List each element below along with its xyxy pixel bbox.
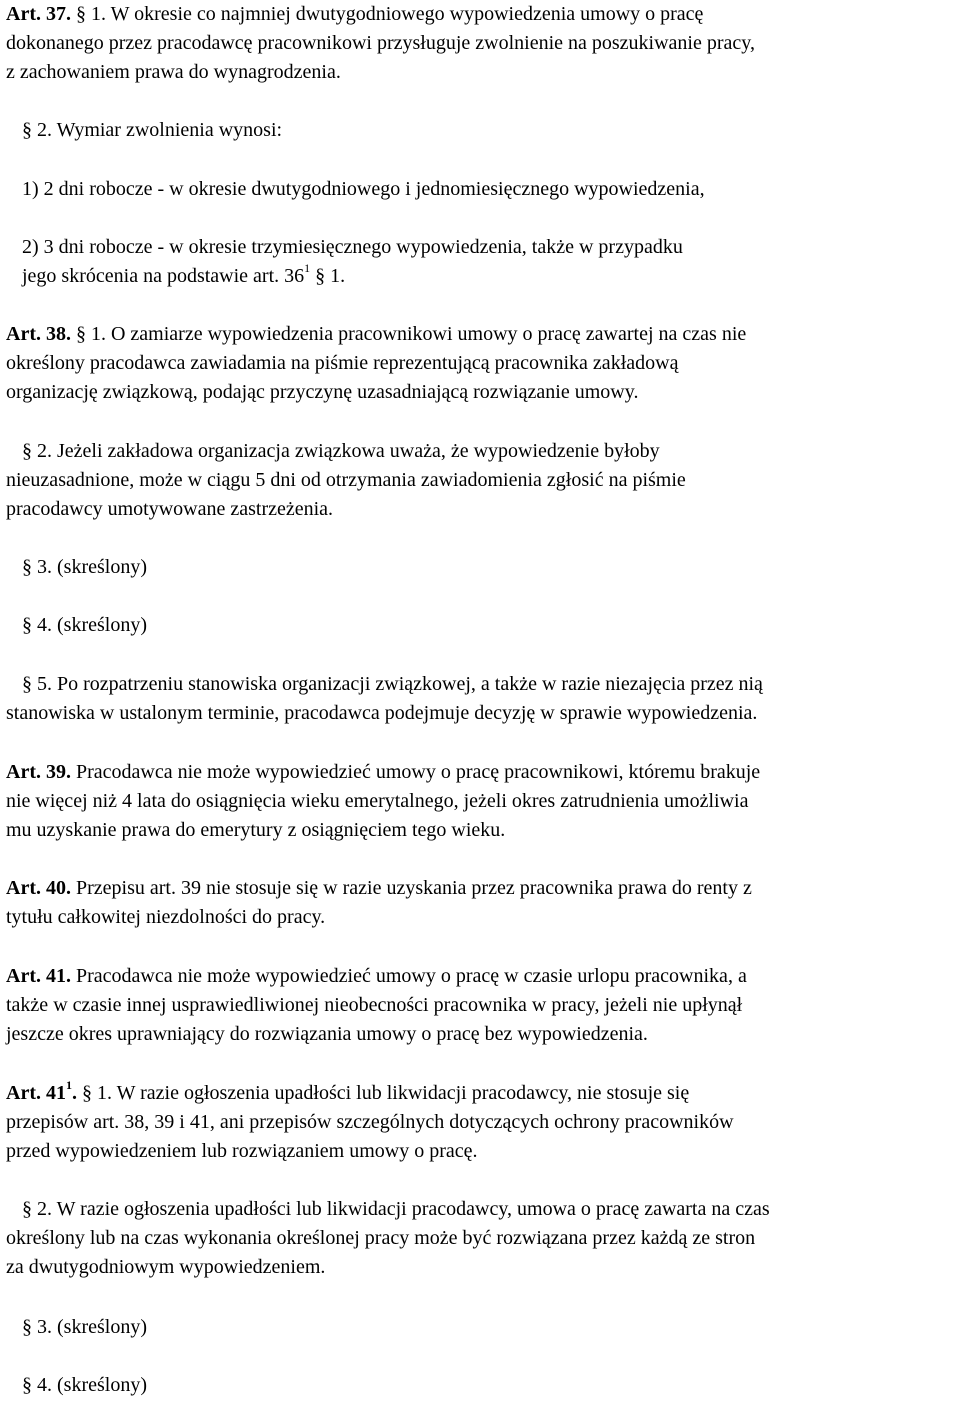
art38-line-1 xyxy=(6,320,956,349)
art38-heading: Art. 38. xyxy=(6,323,71,345)
art41-line-1 xyxy=(6,962,956,991)
art41-1-paragraph-4: § 4. (skreślony) xyxy=(22,1374,147,1396)
art41-line-2: także w czasie innej usprawiedliwionej nieobecności pracownika w pracy, jeżeli nie upłynął xyxy=(6,994,743,1016)
art39-line-2: nie więcej niż 4 lata do osiągnięcia wieku emerytalnego, jeżeli okres zatrudnienia umożliwia xyxy=(6,790,749,812)
art38-p2-line-2: nieuzasadnione, może w ciągu 5 dni od otrzymania zawiadomienia zgłosić na piśmie xyxy=(6,469,686,491)
art38-p5-line-1 xyxy=(6,670,956,699)
art38-paragraph-5 xyxy=(6,670,956,728)
art37-p1-text: W okresie co najmniej dwutygodniowego wypowiedzenia umowy o pracę xyxy=(110,3,704,25)
art38-p1-text: O zamiarze wypowiedzenia pracownikowi umowy o pracę zawartej na czas nie xyxy=(110,323,747,345)
art39-heading: Art. 39. xyxy=(6,761,71,783)
art37-item-1: 1) 2 dni robocze - w okresie dwutygodniowego i jednomiesięcznego wypowiedzenia, xyxy=(22,178,705,200)
art38-line-2: określony pracodawca zawiadamia na piśmie reprezentującą pracownika zakładową xyxy=(6,352,679,374)
art37-item-2-text: jego skrócenia na podstawie art. 36 xyxy=(22,265,305,287)
art41-1-heading-text: Art. 41 xyxy=(6,1082,66,1104)
art38-line-3: organizację związkową, podając przyczynę uzasadniającą rozwiązanie umowy. xyxy=(6,381,639,403)
art41-text: Pracodawca nie może wypowiedzieć umowy o pracę w czasie urlopu pracownika, a xyxy=(75,965,747,987)
art41-1-p2-line-2: określony lub na czas wykonania określonej pracy może być rozwiązana przez każdą ze stron xyxy=(6,1227,756,1249)
art38-p1-number: § 1. xyxy=(75,323,106,345)
art37-line-1 xyxy=(6,0,956,29)
art40 xyxy=(6,874,956,932)
art41-1-paragraph-1 xyxy=(6,1079,956,1166)
art37-p2-number: § 2. xyxy=(22,119,52,141)
art38-p5-number: § 5. xyxy=(22,673,52,695)
art41-1-heading xyxy=(6,1078,77,1104)
art39-line-3: mu uzyskanie prawa do emerytury z osiągnięciem tego wieku. xyxy=(6,819,506,841)
art40-heading: Art. 40. xyxy=(6,877,71,899)
art41-1-paragraph-2 xyxy=(6,1195,956,1282)
art41-heading: Art. 41. xyxy=(6,965,71,987)
art41-line-3: jeszcze okres uprawniający do rozwiązania umowy o pracę bez wypowiedzenia. xyxy=(6,1023,648,1045)
art37-heading: Art. 37. xyxy=(6,3,71,25)
art38-p2-line-1 xyxy=(6,437,956,466)
art38-p2-line-3: pracodawcy umotywowane zastrzeżenia. xyxy=(6,498,334,520)
art37-line-2: dokonanego przez pracodawcę pracownikowi przysługuje zwolnienie na poszukiwanie pracy, xyxy=(6,32,755,54)
art37-item-2-line-1: 2) 3 dni robocze - w okresie trzymiesięcznego wypowiedzenia, także w przypadku xyxy=(22,236,683,258)
art41-1-line-3: przed wypowiedzeniem lub rozwiązaniem umowy o pracę. xyxy=(6,1140,478,1162)
art37-item-2 xyxy=(22,233,960,291)
art41-1-paragraph-3: § 3. (skreślony) xyxy=(22,1316,147,1338)
art39-text: Pracodawca nie może wypowiedzieć umowy o pracę pracownikowi, któremu brakuje xyxy=(75,761,761,783)
art37-paragraph-2 xyxy=(22,116,960,145)
art41-1-p1-number: § 1. xyxy=(81,1082,112,1104)
art37-paragraph-1 xyxy=(6,0,956,87)
art41-1-p2-line-1 xyxy=(6,1195,956,1224)
art41-1-line-2: przepisów art. 38, 39 i 41, ani przepisów szczególnych dotyczących ochrony pracowników xyxy=(6,1111,734,1133)
art40-text: Przepisu art. 39 nie stosuje się w razie uzyskania przez pracownika prawa do renty z xyxy=(75,877,752,899)
art40-line-2: tytułu całkowitej niezdolności do pracy. xyxy=(6,906,326,928)
art41-1-p2-number: § 2. xyxy=(22,1198,52,1220)
art41-1-heading-dot: . xyxy=(71,1082,77,1104)
art41 xyxy=(6,962,956,1049)
art39-line-1 xyxy=(6,758,956,787)
art37-item-2-section: § 1. xyxy=(315,265,346,287)
art38-paragraph-2 xyxy=(6,437,956,524)
art37-item-2-superscript: 1 xyxy=(304,261,311,276)
art38-paragraph-1 xyxy=(6,320,956,407)
art37-line-3: z zachowaniem prawa do wynagrodzenia. xyxy=(6,61,341,83)
art37-p1-number: § 1. xyxy=(75,3,106,25)
art39 xyxy=(6,758,956,845)
art38-p2-number: § 2. xyxy=(22,440,52,462)
art41-1-line-1 xyxy=(6,1079,956,1108)
art41-1-heading-superscript: 1 xyxy=(65,1078,72,1093)
art37-p2-text: Wymiar zwolnienia wynosi: xyxy=(56,119,283,141)
art38-p5-line-2: stanowiska w ustalonym terminie, pracodawca podejmuje decyzję w sprawie wypowiedzenia. xyxy=(6,702,758,724)
art38-p5-text: Po rozpatrzeniu stanowiska organizacji związkowej, a także w razie niezajęcia przez nią xyxy=(57,673,763,695)
art41-1-p2-line-3: za dwutygodniowym wypowiedzeniem. xyxy=(6,1256,326,1278)
art41-1-p1-text: W razie ogłoszenia upadłości lub likwidacji pracodawcy, nie stosuje się xyxy=(116,1082,690,1104)
art37-item-2-line-2 xyxy=(22,262,960,291)
art40-line-1 xyxy=(6,874,956,903)
art38-paragraph-3: § 3. (skreślony) xyxy=(22,556,147,578)
art41-1-p2-text: W razie ogłoszenia upadłości lub likwidacji pracodawcy, umowa o pracę zawarta na czas xyxy=(56,1198,770,1220)
art38-p2-text: Jeżeli zakładowa organizacja związkowa uważa, że wypowiedzenie byłoby xyxy=(57,440,660,462)
art38-paragraph-4: § 4. (skreślony) xyxy=(22,614,147,636)
